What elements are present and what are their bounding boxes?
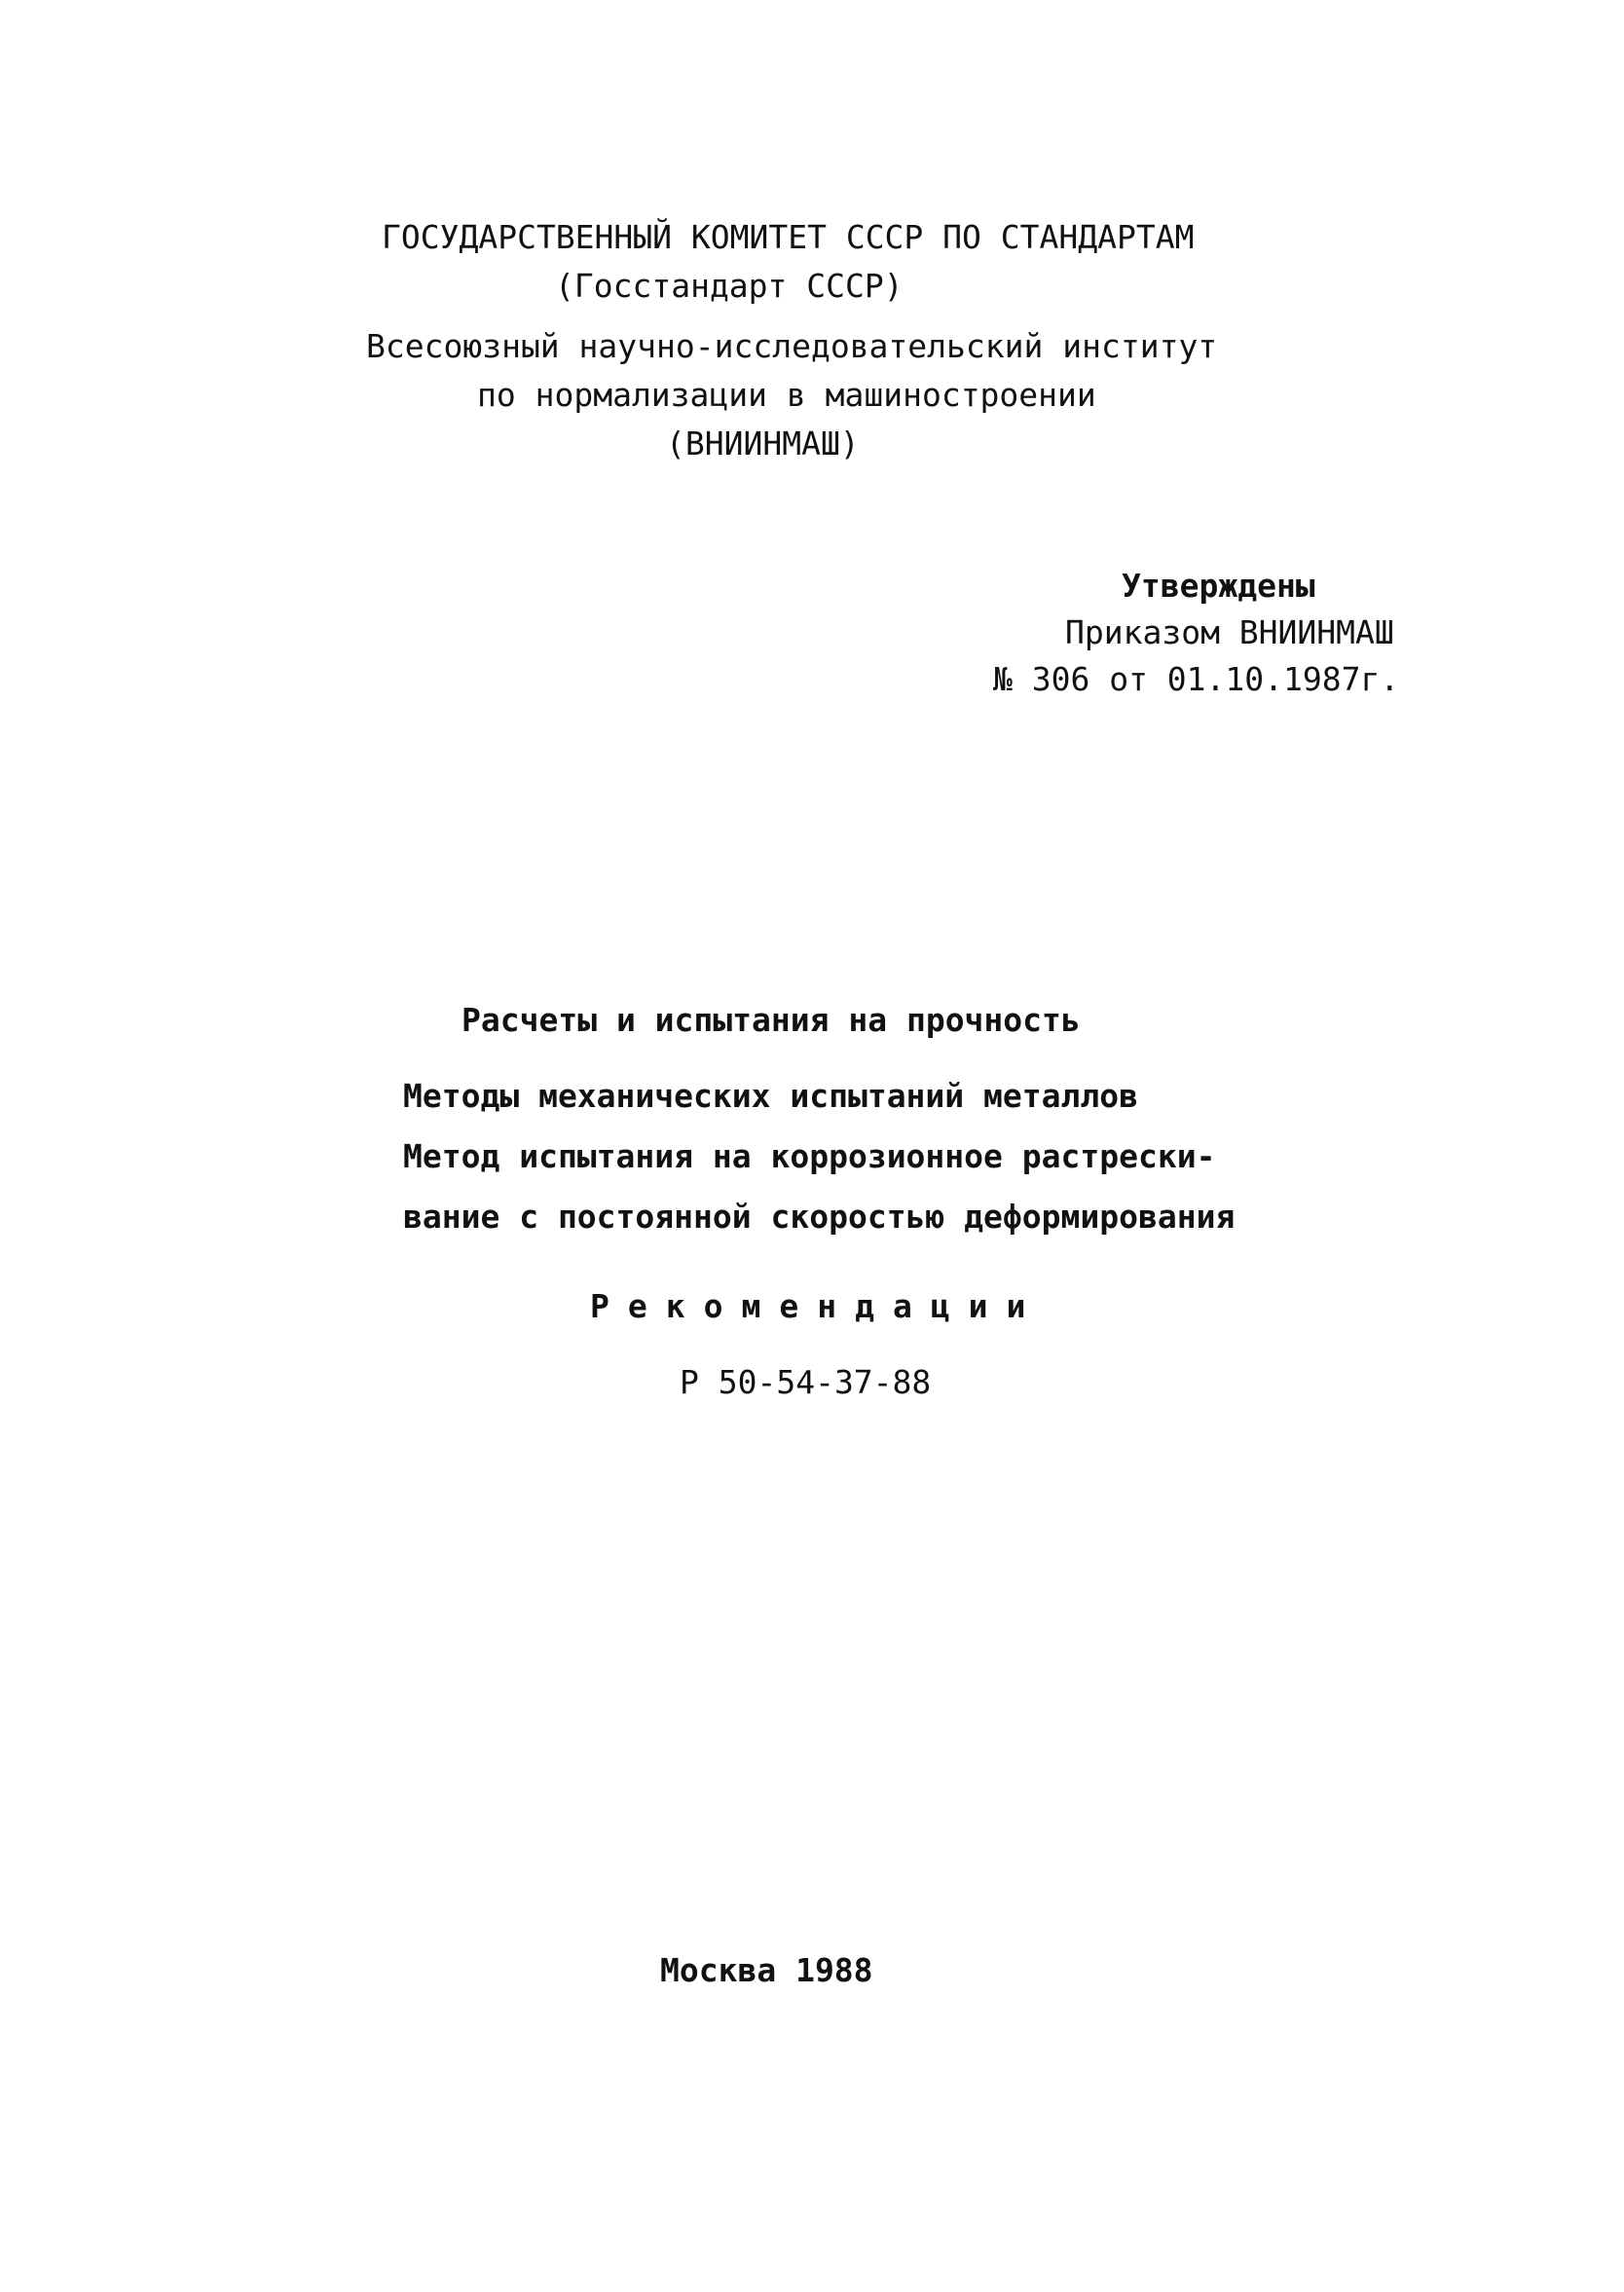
title-line1: Расчеты и испытания на прочность xyxy=(461,1001,1081,1039)
approval-order: Приказом ВНИИНМАШ xyxy=(1065,613,1394,651)
institute-name-line1: Всесоюзный научно-исследовательский институт xyxy=(366,327,1218,365)
org-short-name: (Госстандарт СССР) xyxy=(555,267,904,305)
title-line3: Метод испытания на коррозионное растрески- xyxy=(403,1137,1216,1175)
institute-abbreviation: (ВНИИНМАШ) xyxy=(666,425,860,462)
title-line2: Методы механических испытаний металлов xyxy=(403,1077,1138,1115)
org-name: ГОСУДАРСТВЕННЫЙ КОМИТЕТ СССР ПО СТАНДАРТАМ xyxy=(382,218,1195,256)
document-kind: Рекомендации xyxy=(590,1287,1045,1325)
city-year: Москва 1988 xyxy=(660,1951,873,1989)
approval-heading: Утверждены xyxy=(1122,567,1315,605)
document-code: Р 50-54-37-88 xyxy=(680,1363,932,1401)
approval-number-date: № 306 от 01.10.1987г. xyxy=(993,660,1400,698)
title-line4: вание с постоянной скоростью деформирования xyxy=(403,1198,1236,1236)
institute-name-line2: по нормализации в машиностроении xyxy=(477,376,1096,414)
